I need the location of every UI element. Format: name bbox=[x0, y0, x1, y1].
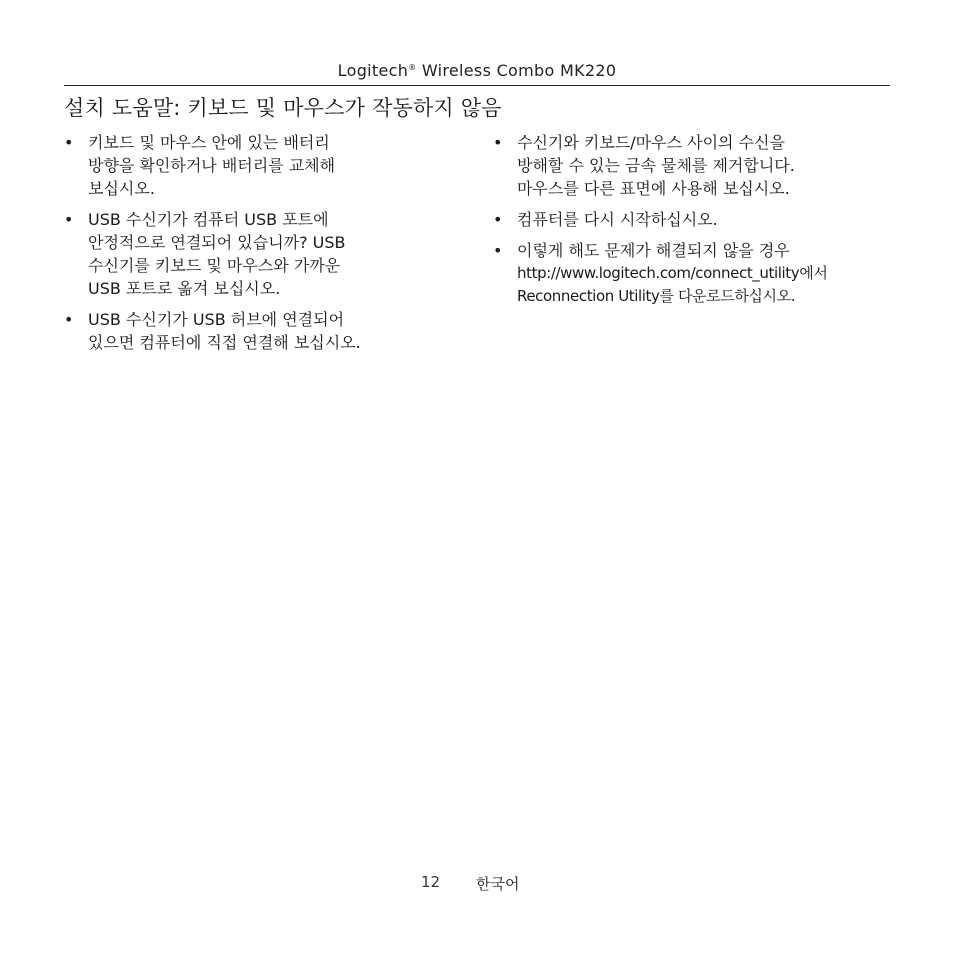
item-line: 컴퓨터를 다시 시작하십시오. bbox=[517, 210, 718, 229]
item-line: USB 수신기가 USB 허브에 연결되어 bbox=[88, 310, 345, 329]
page-header bbox=[64, 61, 890, 80]
item-line: 키보드 및 마우스 안에 있는 배터리 bbox=[88, 133, 330, 152]
item-line: USB 포트로 옮겨 보십시오. bbox=[88, 279, 281, 298]
list-item bbox=[493, 208, 903, 231]
item-line: Reconnection Utility를 다운로드하십시오. bbox=[517, 287, 796, 305]
registered-mark: ® bbox=[408, 63, 417, 72]
item-line: 이렇게 해도 문제가 해결되지 않을 경우 bbox=[517, 241, 790, 260]
list-item bbox=[493, 131, 903, 200]
header-brand: Logitech bbox=[337, 61, 409, 80]
language-label: 한국어 bbox=[476, 875, 520, 893]
item-line: 방해할 수 있는 금속 물체를 제거합니다. bbox=[517, 156, 795, 175]
bullet-icon: • bbox=[64, 210, 74, 229]
list-item bbox=[64, 208, 469, 300]
item-line: 안정적으로 연결되어 있습니까? USB bbox=[88, 233, 346, 252]
item-line: 있으면 컴퓨터에 직접 연결해 보십시오. bbox=[88, 333, 361, 352]
header-product: Wireless Combo MK220 bbox=[416, 61, 617, 80]
item-line: USB 수신기가 컴퓨터 USB 포트에 bbox=[88, 210, 329, 229]
page-title: 설치 도움말: 키보드 및 마우스가 작동하지 않음 bbox=[64, 96, 502, 120]
bullet-icon: • bbox=[493, 241, 503, 260]
item-line: 수신기와 키보드/마우스 사이의 수신을 bbox=[517, 133, 785, 152]
page-number: 12 bbox=[421, 873, 441, 891]
right-column bbox=[493, 131, 903, 316]
bullet-icon: • bbox=[493, 210, 503, 229]
utility-url: http://www.logitech.com/connect_utility에서 bbox=[517, 264, 828, 282]
item-line: 보십시오. bbox=[88, 179, 155, 198]
item-line: 수신기를 키보드 및 마우스와 가까운 bbox=[88, 256, 341, 275]
item-line: 방향을 확인하거나 배터리를 교체해 bbox=[88, 156, 336, 175]
bullet-icon: • bbox=[493, 133, 503, 152]
bullet-icon: • bbox=[64, 133, 74, 152]
item-line: 마우스를 다른 표면에 사용해 보십시오. bbox=[517, 179, 790, 198]
list-item bbox=[64, 131, 469, 200]
header-divider bbox=[64, 85, 890, 86]
list-item bbox=[493, 239, 903, 308]
left-column bbox=[64, 131, 469, 362]
bullet-icon: • bbox=[64, 310, 74, 329]
list-item bbox=[64, 308, 469, 354]
